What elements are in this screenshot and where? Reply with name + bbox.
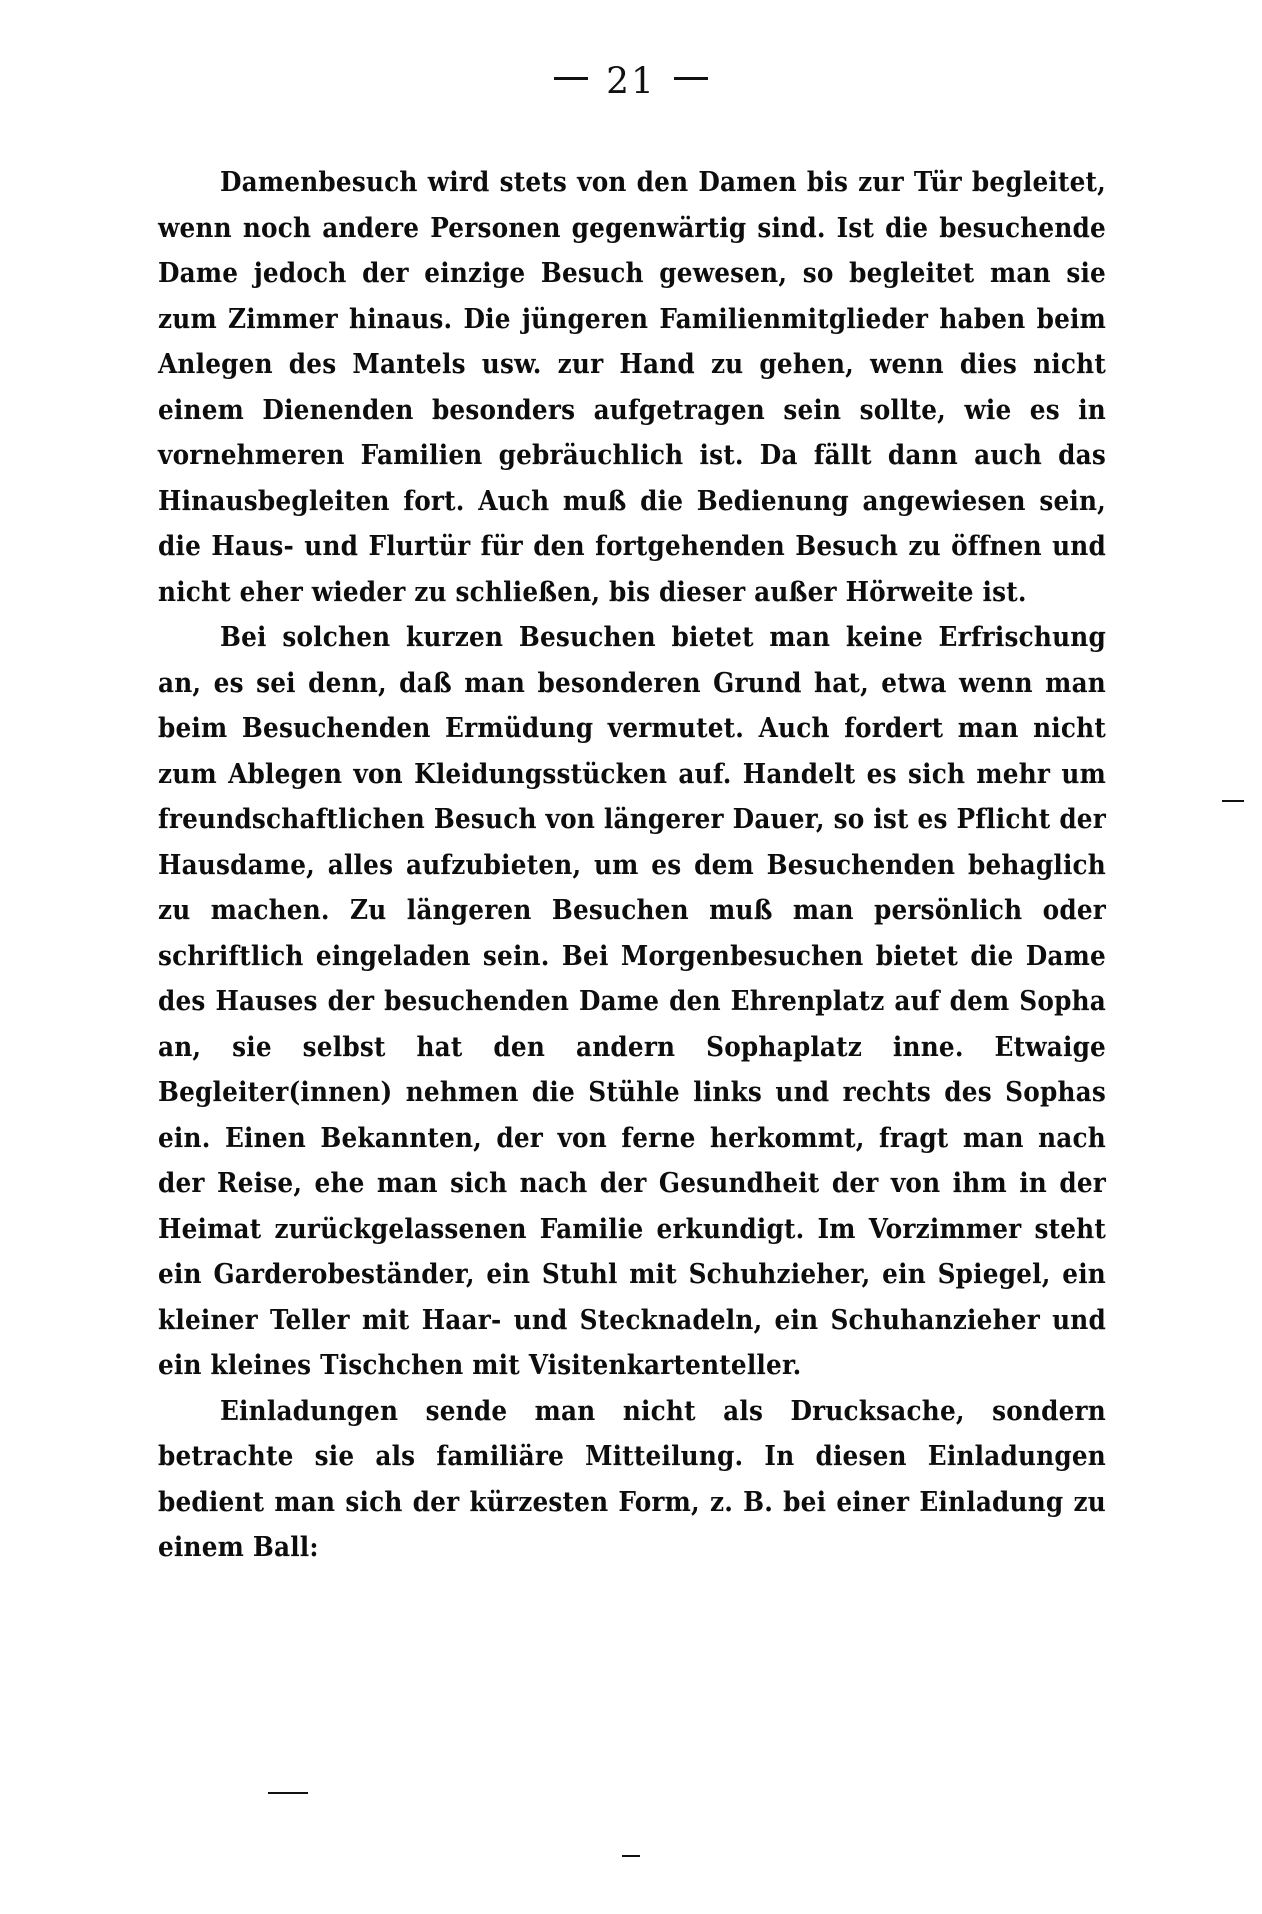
page-header <box>0 60 1262 103</box>
edge-tick-icon <box>1222 800 1244 802</box>
paragraph: Damenbesuch wird stets von den Damen bis zur Tür begleitet, wenn noch andere Personen gegenwärtig sind. Ist die besuchende Dame jedoch der einzige Besuch gewesen, so begleitet man sie zum Zimmer hinaus. Die jüngeren Familienmitglieder haben beim Anlegen des Mantels usw. zur Hand zu gehen, wenn dies nicht einem Dienenden besonders aufgetragen sein sollte, wie es in vornehmeren Familien gebräuchlich ist. Da fällt dann auch das Hinausbegleiten fort. Auch muß die Bedienung angewiesen sein, die Haus- und Flurtür für den fortgehenden Besuch zu öffnen und nicht eher wieder zu schließen, bis dieser außer Hörweite ist. <box>158 166 1106 608</box>
header-rule-left-icon <box>554 77 588 80</box>
page-number: 21 <box>606 61 656 103</box>
footer-tick-icon <box>622 1855 640 1857</box>
paragraph: Einladungen sende man nicht als Drucksache, sondern betrachte sie als familiäre Mitteilung. In diesen Einladungen bedient man sich der kürzesten Form, z. B. bei einer Einladung zu einem Ball: <box>158 1394 1106 1563</box>
spine-mark-icon <box>268 1792 308 1794</box>
paragraph: Bei solchen kurzen Besuchen bietet man keine Erfrischung an, es sei denn, daß man besonderen Grund hat, etwa wenn man beim Besuchenden Ermüdung vermutet. Auch fordert man nicht zum Ablegen von Kleidungsstücken auf. Handelt es sich mehr um freundschaftlichen Besuch von längerer Dauer, so ist es Pflicht der Hausdame, alles aufzubieten, um es dem Besuchenden behaglich zu machen. Zu längeren Besuchen muß man persönlich oder schriftlich eingeladen sein. Bei Morgenbesuchen bietet die Dame des Hauses der besuchenden Dame den Ehrenplatz auf dem Sopha an, sie selbst hat den andern Sophaplatz inne. Etwaige Begleiter(innen) nehmen die Stühle links und rechts des Sophas ein. Einen Bekannten, der von ferne herkommt, fragt man nach der Reise, ehe man sich nach der Gesundheit der von ihm in der Heimat zurückgelassenen Familie erkundigt. Im Vorzimmer steht ein Garderobeständer, ein Stuhl mit Schuhzieher, ein Spiegel, ein kleiner Teller mit Haar- und Stecknadeln, ein Schuhanzieher und ein kleines Tischchen mit Visitenkartenteller. <box>158 621 1106 1381</box>
page-body <box>158 160 1106 1571</box>
header-rule-right-icon <box>674 77 708 80</box>
footer-mark <box>0 1838 1262 1862</box>
